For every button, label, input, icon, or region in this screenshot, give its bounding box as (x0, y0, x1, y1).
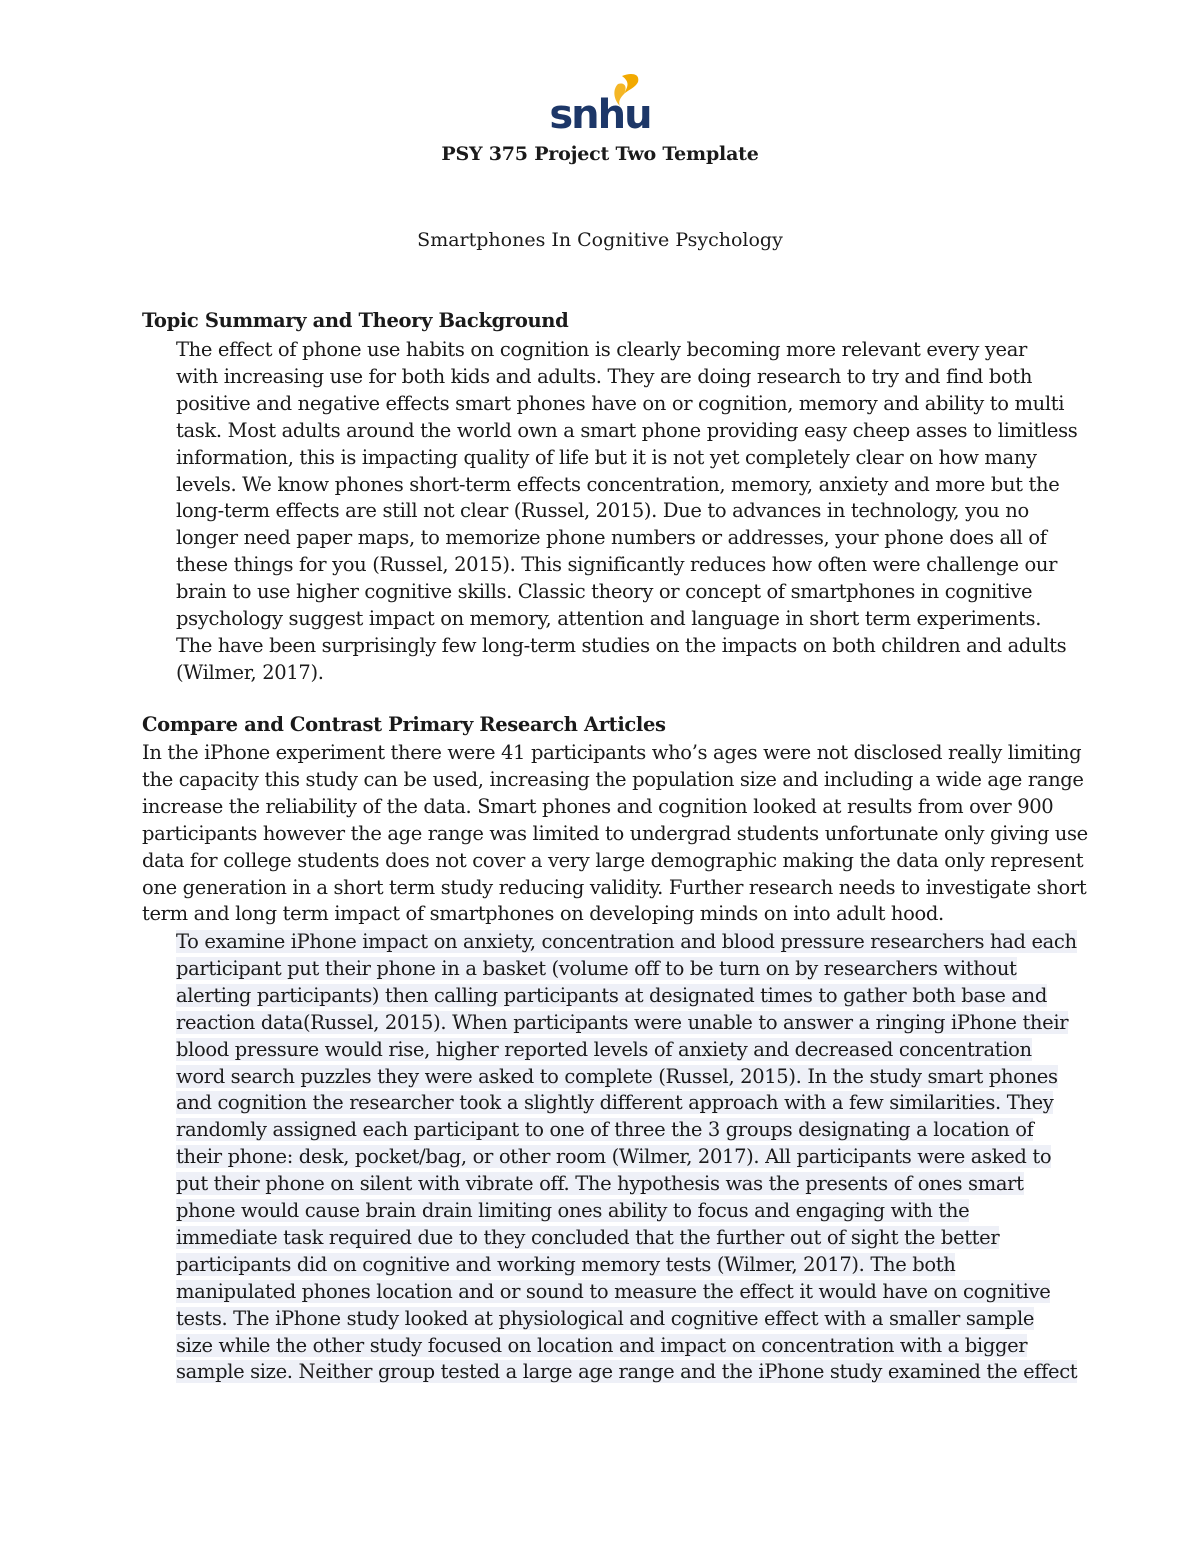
highlighted-paragraph-line: and cognition the researcher took a slightly different approach with a few similarities. They (176, 1091, 1054, 1115)
paragraph-line: information, this is impacting quality of life but it is not yet completely clear on how many (176, 445, 1037, 469)
highlighted-paragraph-line: participants did on cognitive and working memory tests (Wilmer, 2017). The both (176, 1252, 956, 1276)
highlighted-paragraph-line: their phone: desk, pocket/bag, or other room (Wilmer, 2017). All participants were asked to (176, 1145, 1052, 1169)
highlighted-paragraph-line: put their phone on silent with vibrate off. The hypothesis was the presents of ones smart (176, 1172, 1024, 1196)
document-title: PSY 375 Project Two Template (441, 143, 759, 165)
highlighted-paragraph-line: immediate task required due to they concluded that the further out of sight the better (176, 1225, 1000, 1249)
highlighted-paragraph-line: reaction data(Russel, 2015). When participants were unable to answer a ringing iPhone their (176, 1010, 1069, 1034)
highlighted-paragraph-line: alerting participants) then calling participants at designated times to gather both base and (176, 983, 1048, 1007)
highlighted-paragraph-line: tests. The iPhone study looked at physiological and cognitive effect with a smaller sample (176, 1306, 1035, 1330)
highlighted-paragraph-line: word search puzzles they were asked to complete (Russel, 2015). In the study smart phones (176, 1064, 1058, 1088)
highlighted-paragraph-line: sample size. Neither group tested a large age range and the iPhone study examined the effect (176, 1360, 1078, 1384)
paragraph-line: one generation in a short term study reducing validity. Further research needs to investigate short (142, 875, 1087, 899)
highlighted-paragraph-line: manipulated phones location and or sound to measure the effect it would have on cognitive (176, 1279, 1051, 1303)
highlighted-paragraph-line: randomly assigned each participant to one of three the 3 groups designating a location of (176, 1118, 1034, 1142)
paragraph-line: increase the reliability of the data. Smart phones and cognition looked at results from over 900 (142, 794, 1054, 818)
paragraph-line: participants however the age range was limited to undergrad students unfortunate only giving use (142, 821, 1088, 845)
section-heading-compare-contrast: Compare and Contrast Primary Research Articles (142, 713, 666, 736)
paragraph-line: (Wilmer, 2017). (176, 660, 324, 684)
highlighted-paragraph-line: blood pressure would rise, higher reported levels of anxiety and decreased concentration (176, 1037, 1032, 1061)
paragraph-line: term and long term impact of smartphones on developing minds on into adult hood. (142, 902, 944, 926)
paragraph-line: long-term effects are still not clear (Russel, 2015). Due to advances in technology, you no (176, 499, 1029, 523)
highlighted-paragraph-line: size while the other study focused on location and impact on concentration with a bigger (176, 1333, 1028, 1357)
paragraph-line: these things for you (Russel, 2015). This significantly reduces how often were challenge our (176, 553, 1058, 577)
paragraph-line: longer need paper maps, to memorize phone numbers or addresses, your phone does all of (176, 526, 1047, 550)
logo-wordmark: snhu (549, 92, 651, 134)
paragraph-line: The effect of phone use habits on cognition is clearly becoming more relevant every year (176, 338, 1027, 361)
paragraph-line: the capacity this study can be used, increasing the population size and including a wide age range (142, 767, 1084, 791)
paragraph-line: levels. We know phones short-term effects concentration, memory, anxiety and more but the (176, 472, 1060, 496)
paragraph-line: positive and negative effects smart phones have on or cognition, memory and ability to multi (176, 391, 1065, 415)
paragraph-line: In the iPhone experiment there were 41 participants who’s ages were not disclosed really limiting (142, 741, 1082, 764)
document-subtitle: Smartphones In Cognitive Psychology (417, 229, 783, 251)
highlighted-paragraph-line: phone would cause brain drain limiting ones ability to focus and engaging with the (176, 1199, 970, 1222)
paragraph-line: data for college students does not cover a very large demographic making the data only represent (142, 848, 1084, 872)
section-heading-topic-summary: Topic Summary and Theory Background (142, 309, 569, 332)
paragraph-line: with increasing use for both kids and adults. They are doing research to try and find both (176, 364, 1033, 388)
paragraph-line: brain to use higher cognitive skills. Classic theory or concept of smartphones in cognitive (176, 580, 1033, 604)
paragraph-line: The have been surprisingly few long-term studies on the impacts on both children and adults (176, 633, 1067, 657)
paragraph-line: task. Most adults around the world own a smart phone providing easy cheep asses to limitless (176, 418, 1078, 442)
paragraph-line: psychology suggest impact on memory, attention and language in short term experiments. (176, 607, 1042, 630)
highlighted-paragraph-line: To examine iPhone impact on anxiety, concentration and blood pressure researchers had each (176, 930, 1077, 953)
snhu-logo (540, 72, 660, 134)
highlighted-paragraph-line: participant put their phone in a basket (volume off to be turn on by researchers without (176, 956, 1017, 980)
